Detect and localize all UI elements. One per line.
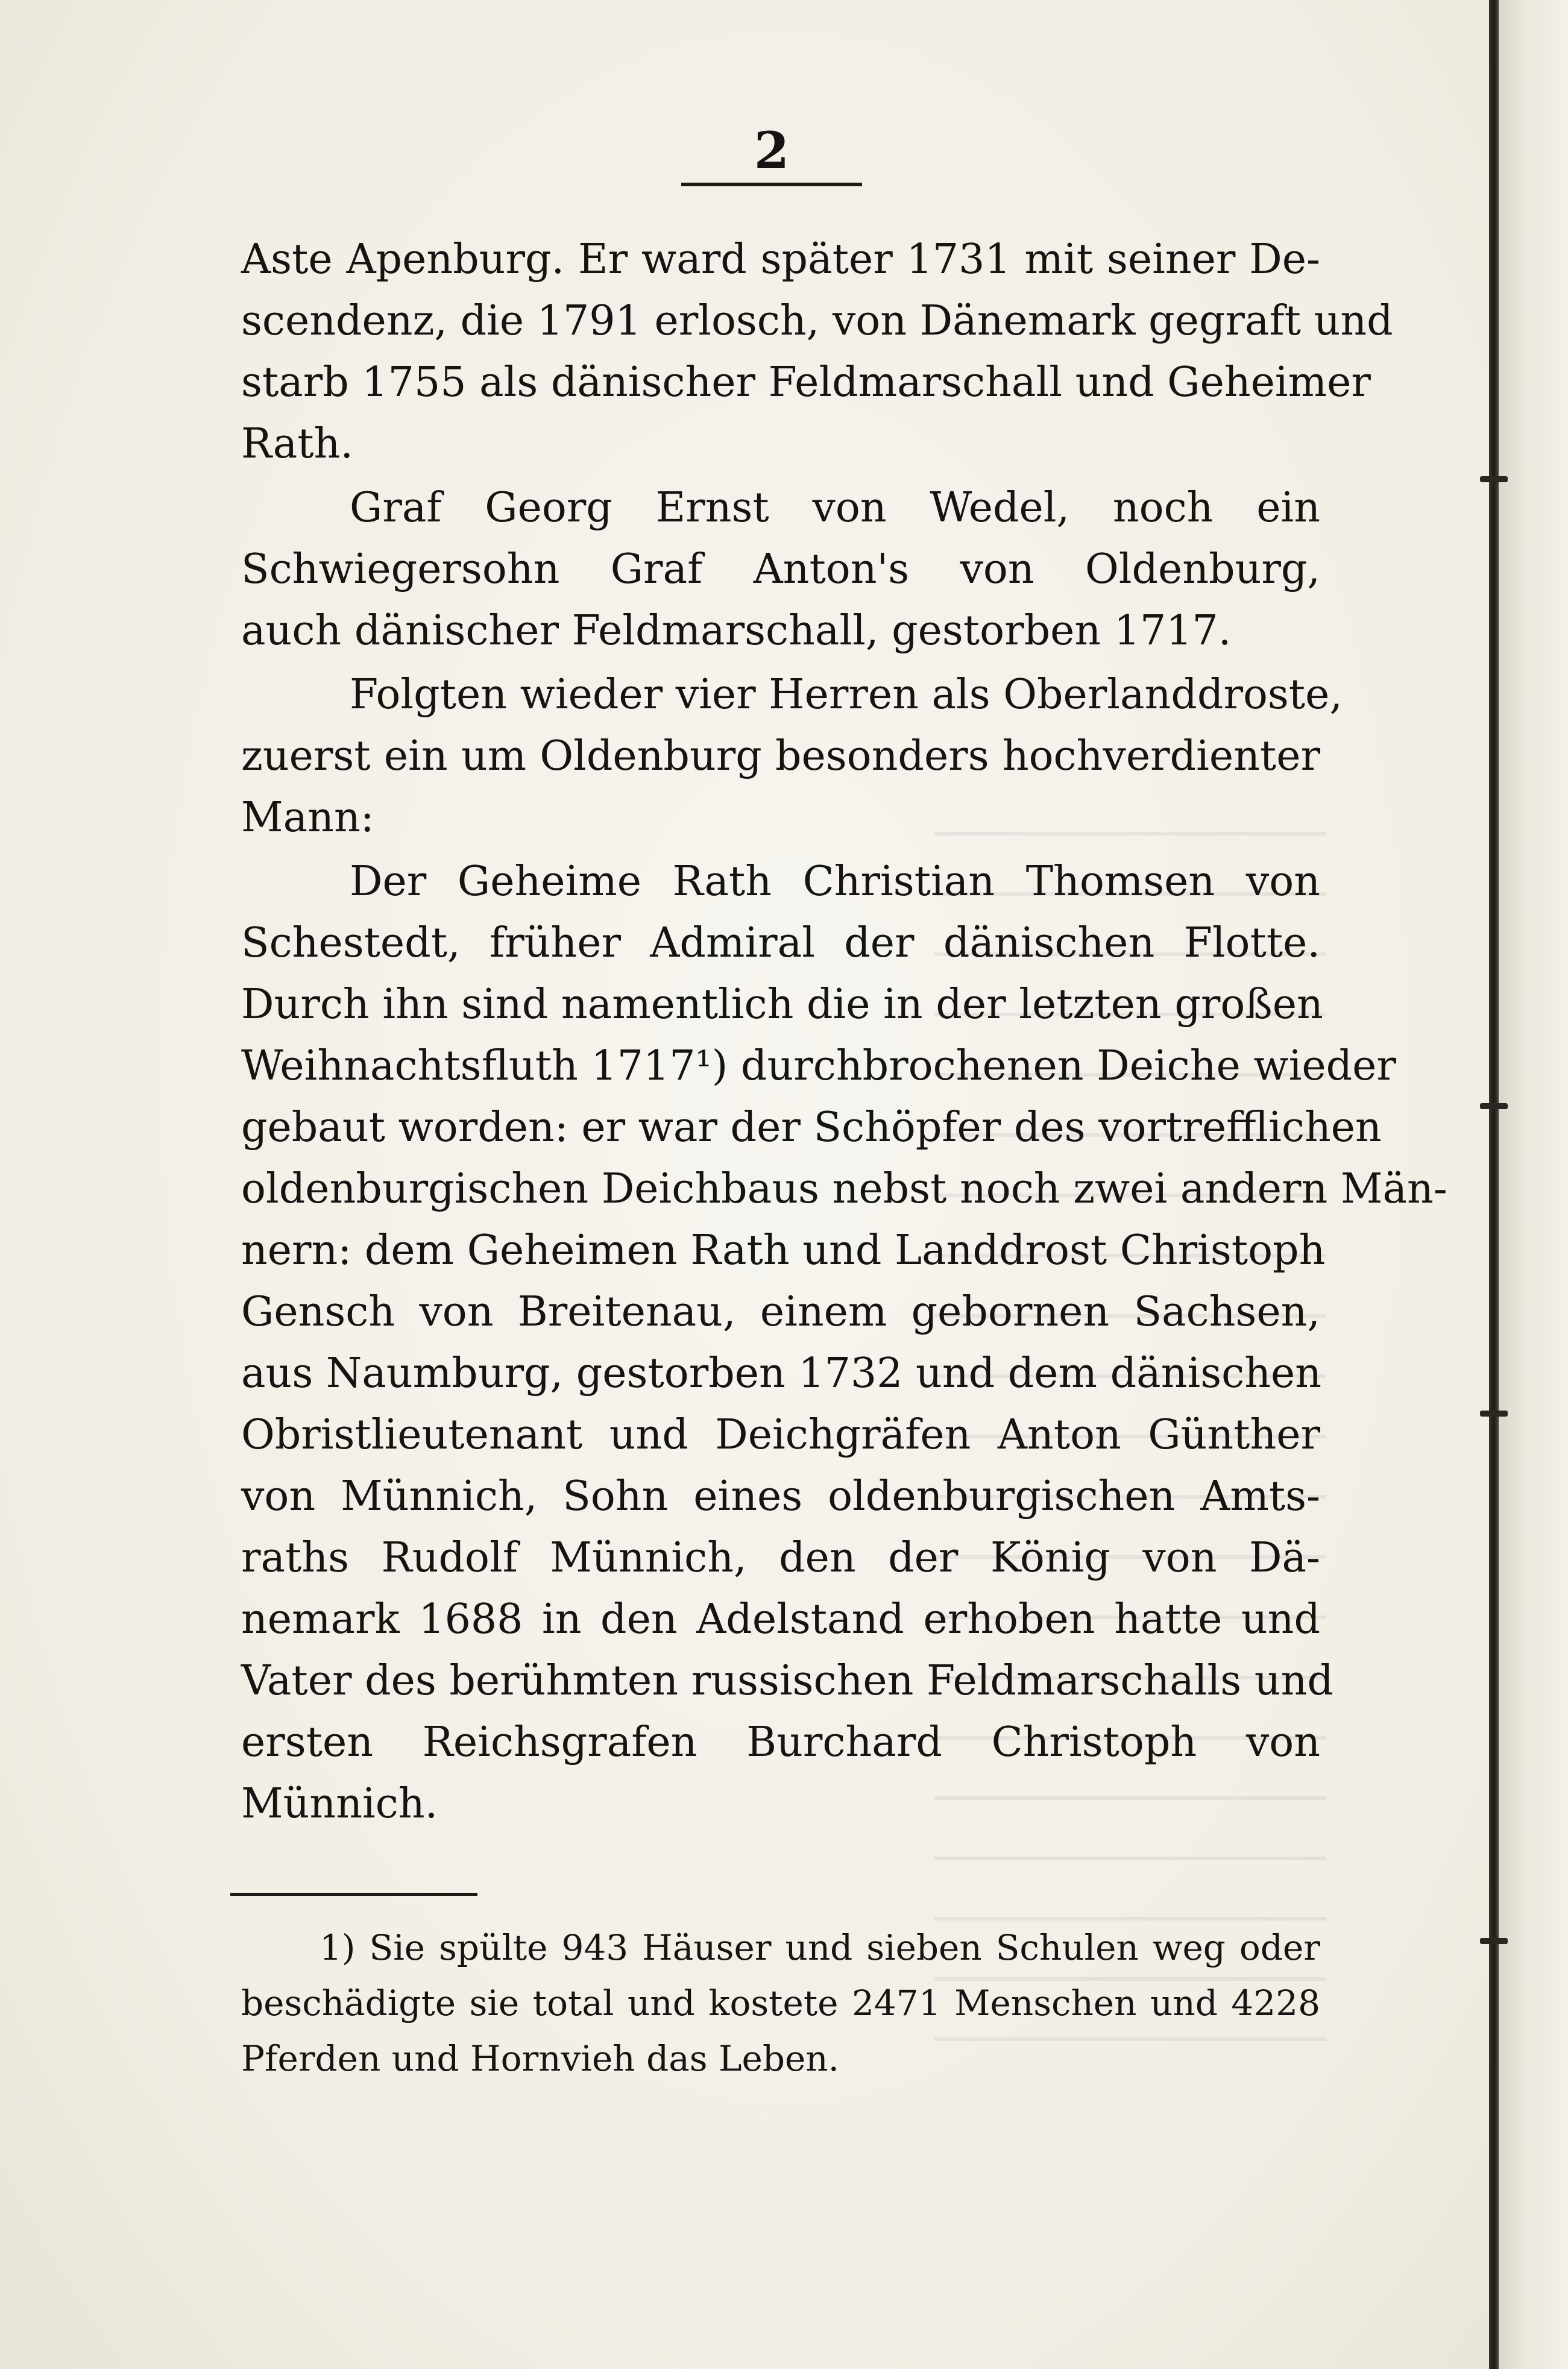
binding-stitch (1480, 1938, 1508, 1944)
text-line: Graf Georg Ernst von Wedel, noch ein (350, 484, 1320, 532)
text-line: Mann: (241, 794, 374, 842)
text-line: ersten Reichsgrafen Burchard Christoph von (241, 1719, 1320, 1766)
footnote-line: 1) Sie spülte 943 Häuser und sieben Schulen weg oder (320, 1927, 1320, 1968)
text-line: Rath. (241, 420, 354, 468)
text-line: Aste Apenburg. Er ward später 1731 mit seiner De- (241, 236, 1320, 283)
text-line: Folgten wieder vier Herren als Oberlanddroste, (350, 671, 1343, 719)
binding-stitch (1480, 1103, 1508, 1109)
text-line: Schwiegersohn Graf Anton's von Oldenburg, (241, 546, 1320, 593)
header-rule (681, 183, 862, 186)
text-line: Durch ihn sind namentlich die in der letzten großen (241, 981, 1323, 1028)
text-line: Vater des berühmten russischen Feldmarschalls und (241, 1657, 1333, 1705)
text-line: zuerst ein um Oldenburg besonders hochverdienter (241, 732, 1320, 780)
footnote-rule (230, 1893, 477, 1896)
text-line: von Münnich, Sohn eines oldenburgischen Amts- (241, 1473, 1320, 1520)
text-line: Münnich. (241, 1780, 438, 1828)
text-line: nemark 1688 in den Adelstand erhoben hatte und (241, 1596, 1320, 1643)
text-line: raths Rudolf Münnich, den der König von Dä- (241, 1534, 1320, 1582)
text-line: starb 1755 als dänischer Feldmarschall und Geheimer (241, 359, 1371, 406)
text-line: gebaut worden: er war der Schöpfer des vortrefflichen (241, 1104, 1382, 1151)
text-line: scendenz, die 1791 erlosch, von Dänemark gegraft und (241, 297, 1393, 345)
binding-stitch (1480, 476, 1508, 482)
text-line: aus Naumburg, gestorben 1732 und dem dänischen (241, 1350, 1322, 1397)
text-line: Gensch von Breitenau, einem gebornen Sachsen, (241, 1288, 1320, 1336)
text-line: Weihnachtsfluth 1717¹) durchbrochenen Deiche wieder (241, 1042, 1396, 1090)
text-line: Obristlieutenant und Deichgräfen Anton Günther (241, 1411, 1320, 1459)
book-binding (1489, 0, 1499, 2369)
body-text (241, 229, 1447, 1835)
text-line: oldenburgischen Deichbaus nebst noch zwei andern Män- (241, 1165, 1447, 1213)
text-line: Der Geheime Rath Christian Thomsen von (350, 858, 1320, 905)
footnote-line: beschädigte sie total und kostete 2471 Menschen und 4228 (241, 1983, 1320, 2024)
page-number: 2 (754, 121, 790, 180)
page-gutter (1499, 0, 1568, 2369)
text-line: auch dänischer Feldmarschall, gestorben 1717. (241, 607, 1232, 655)
text-line: nern: dem Geheimen Rath und Landdrost Christoph (241, 1227, 1326, 1274)
binding-stitch (1480, 1411, 1508, 1417)
footnote-line: Pferden und Hornvieh das Leben. (241, 2038, 840, 2079)
text-line: Schestedt, früher Admiral der dänischen Flotte. (241, 919, 1320, 967)
footnotes (241, 1920, 1320, 2086)
